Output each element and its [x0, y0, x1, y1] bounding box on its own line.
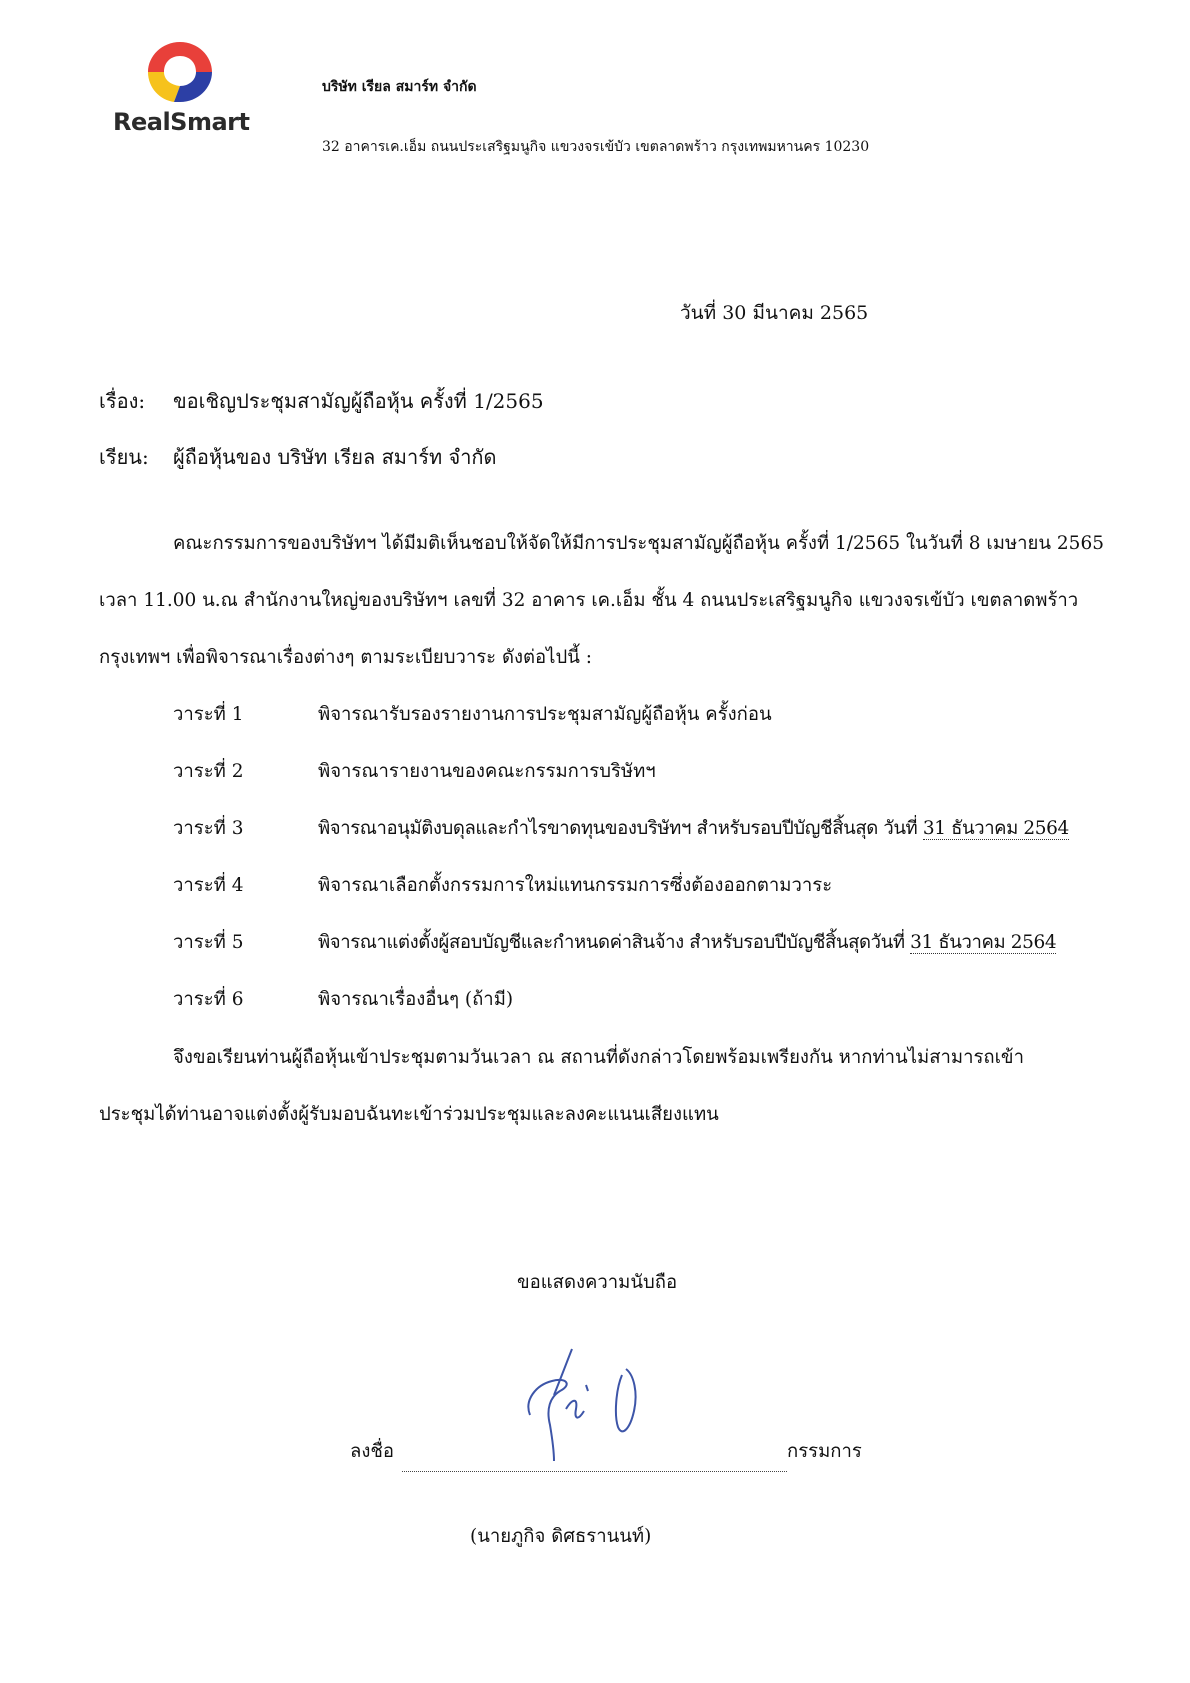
agenda-date: 31 ธันวาคม 2564	[910, 932, 1057, 953]
agenda-number: วาระที่ 4	[173, 875, 244, 896]
agenda-number: วาระที่ 3	[173, 818, 244, 839]
signature-line	[402, 1471, 787, 1472]
regards-text: ขอแสดงความนับถือ	[517, 1272, 678, 1293]
agenda-text: พิจารณารายงานของคณะกรรมการบริษัทฯ	[318, 761, 656, 782]
subject-label: เรื่อง:	[99, 389, 146, 413]
agenda-date: 31 ธันวาคม 2564	[922, 818, 1069, 839]
realsmart-logo-icon	[144, 40, 216, 104]
agenda-number: วาระที่ 2	[173, 761, 244, 782]
body-line-3: กรุงเทพฯ เพื่อพิจารณาเรื่องต่างๆ ตามระเบียบวาระ ดังต่อไปนี้ :	[99, 647, 592, 668]
sign-label: ลงชื่อ	[350, 1441, 395, 1462]
body-line-1: คณะกรรมการของบริษัทฯ ได้มีมติเห็นชอบให้จัดให้มีการประชุมสามัญผู้ถือหุ้น ครั้งที่ 1/2565 ในวันที่ 8 เมษายน 2565	[173, 533, 1104, 554]
recipient-text: ผู้ถือหุ้นของ บริษัท เรียล สมาร์ท จำกัด	[173, 445, 497, 469]
agenda-text: พิจารณาเลือกตั้งกรรมการใหม่แทนกรรมการซึ่งต้องออกตามวาระ	[318, 875, 833, 896]
closing-line-2: ประชุมได้ท่านอาจแต่งตั้งผู้รับมอบฉันทะเข้าร่วมประชุมและลงคะแนนเสียงแทน	[99, 1104, 719, 1125]
body-line-2: เวลา 11.00 น.ณ สำนักงานใหญ่ของบริษัทฯ เลขที่ 32 อาคาร เค.เอ็ม ชั้น 4 ถนนประเสริฐมนูกิจ แขวงจรเข้บัว เขตลาดพร้าว	[99, 590, 1079, 611]
subject-text: ขอเชิญประชุมสามัญผู้ถือหุ้น ครั้งที่ 1/2565	[173, 389, 544, 413]
agenda-item-5	[318, 928, 1056, 957]
agenda-text: พิจารณาอนุมัติงบดุลและกำไรขาดทุนของบริษัทฯ สำหรับรอบปีบัญชีสิ้นสุด วันที่	[318, 818, 923, 839]
agenda-number: วาระที่ 5	[173, 932, 244, 953]
agenda-text: พิจารณาแต่งตั้งผู้สอบบัญชีและกำหนดค่าสินจ้าง สำหรับรอบปีบัญชีสิ้นสุดวันที่	[318, 932, 911, 953]
agenda-item-3	[318, 814, 1069, 843]
agenda-text: พิจารณารับรองรายงานการประชุมสามัญผู้ถือหุ้น ครั้งก่อน	[318, 704, 772, 725]
agenda-number: วาระที่ 1	[173, 704, 244, 725]
signer-position: กรรมการ	[787, 1441, 862, 1462]
letter-date: วันที่ 30 มีนาคม 2565	[680, 302, 869, 324]
company-address: 32 อาคารเค.เอ็ม ถนนประเสริฐมนูกิจ แขวงจรเข้บัว เขตลาดพร้าว กรุงเทพมหานคร 10230	[322, 139, 870, 155]
logo-wordmark: RealSmart	[113, 108, 250, 136]
closing-line-1: จึงขอเรียนท่านผู้ถือหุ้นเข้าประชุมตามวันเวลา ณ สถานที่ดังกล่าวโดยพร้อมเพรียงกัน หากท่านไม่สามารถเข้า	[173, 1047, 1024, 1068]
company-name: บริษัท เรียล สมาร์ท จำกัด	[322, 79, 477, 95]
agenda-text: พิจารณาเรื่องอื่นๆ (ถ้ามี)	[318, 989, 514, 1010]
signature-icon	[522, 1345, 662, 1465]
recipient-label: เรียน:	[99, 445, 149, 469]
agenda-number: วาระที่ 6	[173, 989, 244, 1010]
signer-name: (นายภูกิจ ดิศธรานนท์)	[470, 1526, 652, 1547]
